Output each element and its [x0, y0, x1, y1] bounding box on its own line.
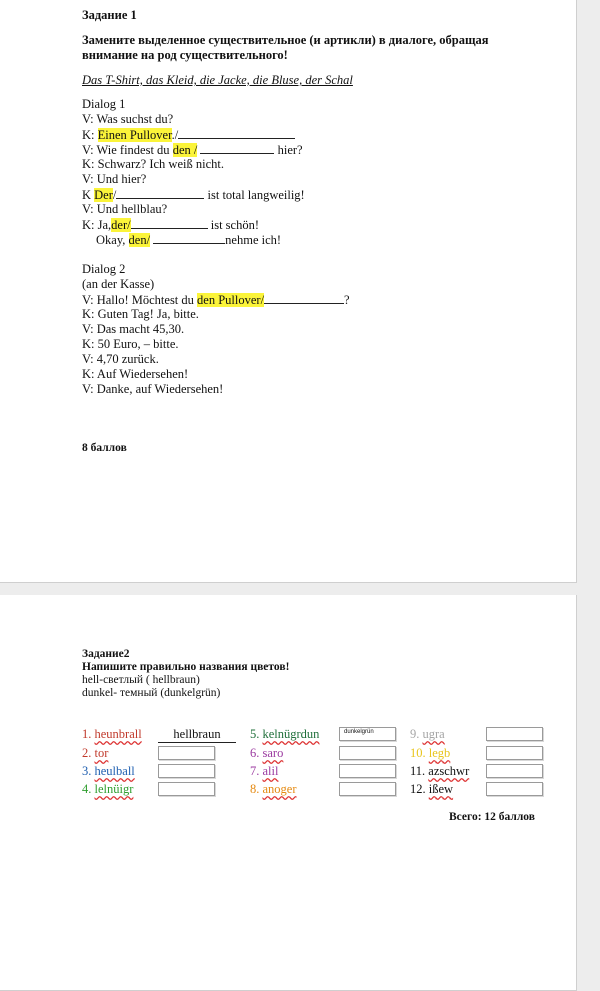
color-item-8: 8. anoger	[250, 782, 297, 796]
dialog2-title: Dialog 2	[82, 262, 126, 276]
task1-instruction-line2: внимание на род существительного!	[82, 48, 288, 62]
answer-field-1[interactable]: hellbraun	[158, 727, 236, 743]
answer-field-8[interactable]	[339, 782, 396, 796]
task2-total: Всего: 12 баллов	[449, 811, 535, 823]
answer-field-9[interactable]	[486, 727, 543, 741]
dialog1-line: V: Und hellblau?	[82, 202, 168, 216]
task2-instruction: Напишите правильно названия цветов!	[82, 661, 290, 673]
dialog2-line: K: Guten Tag! Ja, bitte.	[82, 307, 199, 321]
dialog1-line	[82, 217, 259, 233]
answer-field-3[interactable]	[158, 764, 215, 778]
text: nehme ich!	[225, 233, 282, 247]
word-list: Das T-Shirt, das Kleid, die Jacke, die Bluse, der Schal	[82, 73, 353, 87]
text: /	[112, 188, 117, 202]
text: Okay,	[96, 233, 129, 247]
dialog1-line	[82, 127, 295, 143]
speaker: K	[82, 188, 95, 202]
highlighted-noun: den/	[128, 233, 151, 247]
dialog2-line	[82, 292, 350, 308]
answer-field-10[interactable]	[486, 746, 543, 760]
text: ./	[171, 128, 179, 142]
highlighted-noun: den Pullover/	[197, 293, 265, 307]
highlighted-noun: den /	[172, 143, 198, 157]
text: ist schön!	[207, 218, 259, 232]
text: V: Hallo! Möchtest du	[82, 293, 198, 307]
dialog1-line: V: Und hier?	[82, 172, 147, 186]
color-item-4: 4. lelnüigr	[82, 782, 134, 796]
answer-field-7[interactable]	[339, 764, 396, 778]
color-item-5: 5. kelnügrdun	[250, 727, 320, 741]
blank-line[interactable]	[131, 217, 208, 229]
answer-field-11[interactable]	[486, 764, 543, 778]
dialog2-line: K: 50 Euro, – bitte.	[82, 337, 179, 351]
color-item-12: 12. ißew	[410, 782, 454, 796]
dialog2-line: V: Das macht 45,30.	[82, 322, 185, 336]
blank-line[interactable]	[200, 142, 274, 154]
color-item-1: 1. heunbrall	[82, 727, 142, 741]
color-item-10: 10. legb	[410, 746, 451, 760]
answer-field-5[interactable]: dunkelgrün	[339, 727, 396, 741]
blank-line[interactable]	[116, 187, 204, 199]
text: hier?	[274, 143, 303, 157]
task2-hint-hell: hell-светлый ( hellbraun)	[82, 674, 200, 686]
text: K: Ja,	[82, 218, 112, 232]
dialog1-line: V: Was suchst du?	[82, 112, 174, 126]
dialog2-line: K: Auf Wiedersehen!	[82, 367, 189, 381]
highlighted-noun: der/	[111, 218, 131, 232]
task2-title: Задание2	[82, 648, 130, 660]
dialog1-line	[82, 187, 305, 203]
dialog2-subtitle: (an der Kasse)	[82, 277, 155, 291]
text: ist total langweilig!	[204, 188, 305, 202]
answer-field-6[interactable]	[339, 746, 396, 760]
task1-title: Задание 1	[82, 8, 137, 22]
speaker: K:	[82, 128, 98, 142]
blank-line[interactable]	[264, 292, 344, 304]
task1-instruction-line1: Замените выделенное существительное (и артикли) в диалоге, обращая	[82, 33, 489, 47]
color-item-7: 7. alil	[250, 764, 279, 778]
text: ?	[344, 293, 350, 307]
color-item-3: 3. heulball	[82, 764, 135, 778]
dialog2-line: V: Danke, auf Wiedersehen!	[82, 382, 224, 396]
color-item-2: 2. tor	[82, 746, 109, 760]
blank-line[interactable]	[153, 232, 225, 244]
text: V: Wie findest du	[82, 143, 173, 157]
task1-score: 8 баллов	[82, 442, 127, 454]
answer-field-4[interactable]	[158, 782, 215, 796]
dialog1-line	[96, 232, 281, 248]
dialog1-title: Dialog 1	[82, 97, 126, 111]
document-page-2	[0, 595, 577, 991]
highlighted-noun: Der	[94, 188, 113, 202]
color-item-11: 11. azschwr	[410, 764, 470, 778]
dialog1-line	[82, 142, 303, 158]
blank-line[interactable]	[178, 127, 295, 139]
answer-field-2[interactable]	[158, 746, 215, 760]
answer-field-12[interactable]	[486, 782, 543, 796]
dialog2-line: V: 4,70 zurück.	[82, 352, 159, 366]
color-item-6: 6. saro	[250, 746, 284, 760]
highlighted-noun: Einen Pullover	[97, 128, 172, 142]
dialog1-line: K: Schwarz? Ich weiß nicht.	[82, 157, 224, 171]
task2-hint-dunkel: dunkel- темный (dunkelgrün)	[82, 687, 221, 699]
color-item-9: 9. ugra	[410, 727, 445, 741]
